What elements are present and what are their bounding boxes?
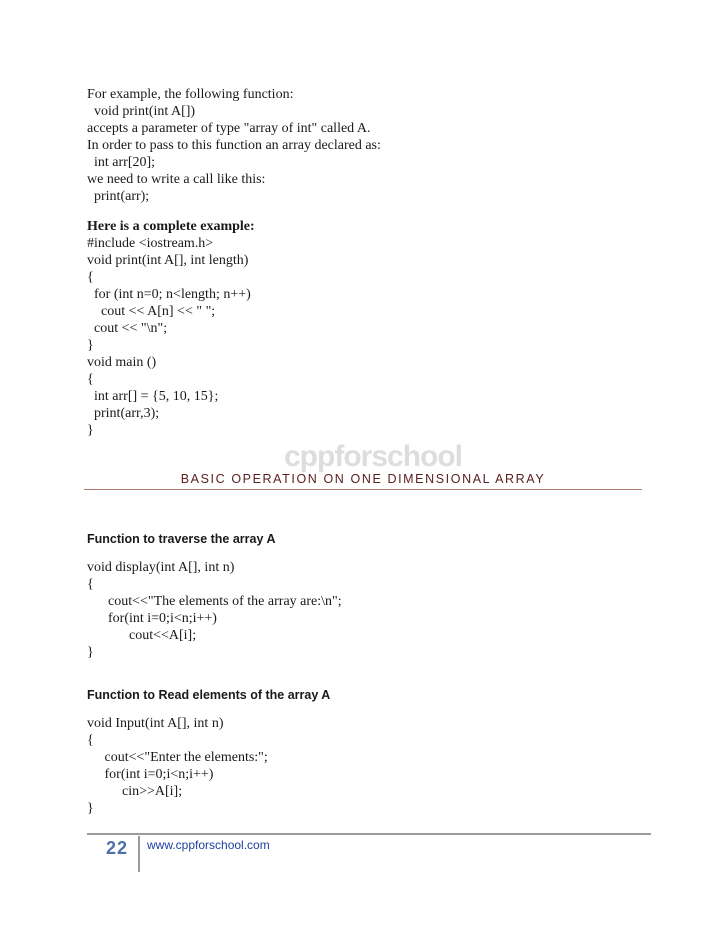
example-heading: Here is a complete example: bbox=[87, 219, 255, 234]
code-line: cout << "\n"; bbox=[87, 321, 168, 336]
code-line: void display(int A[], int n) bbox=[87, 560, 235, 575]
code-line: } bbox=[87, 338, 94, 353]
intro-line: int arr[20]; bbox=[87, 155, 156, 170]
watermark-logo: cppforschool bbox=[284, 440, 463, 473]
read-title: Function to Read elements of the array A bbox=[87, 688, 331, 702]
code-line: { bbox=[87, 270, 94, 285]
code-line: cout<<"The elements of the array are:\n"; bbox=[87, 594, 342, 609]
intro-line: For example, the following function: bbox=[87, 87, 294, 102]
page-number: 22 bbox=[106, 838, 129, 858]
code-line: int arr[] = {5, 10, 15}; bbox=[87, 389, 219, 404]
code-line: void print(int A[], int length) bbox=[87, 253, 249, 268]
code-line: cout << A[n] << " "; bbox=[87, 304, 216, 319]
code-line: } bbox=[87, 423, 94, 438]
code-line: { bbox=[87, 577, 94, 592]
traverse-title: Function to traverse the array A bbox=[87, 532, 276, 546]
intro-line: void print(int A[]) bbox=[87, 104, 196, 119]
code-line: for(int i=0;i<n;i++) bbox=[87, 767, 214, 782]
footer-divider bbox=[87, 833, 651, 835]
code-line: #include <iostream.h> bbox=[87, 236, 214, 251]
heading-divider bbox=[84, 489, 642, 490]
code-line: print(arr,3); bbox=[87, 406, 160, 421]
code-line: cout<<"Enter the elements:"; bbox=[87, 750, 268, 765]
intro-line: print(arr); bbox=[87, 189, 150, 204]
intro-line: we need to write a call like this: bbox=[87, 172, 266, 187]
footer-separator bbox=[138, 836, 140, 872]
code-line: } bbox=[87, 645, 94, 660]
section-heading: BASIC OPERATION ON ONE DIMENSIONAL ARRAY bbox=[180, 472, 546, 486]
code-line: cout<<A[i]; bbox=[87, 628, 197, 643]
code-line: void main () bbox=[87, 355, 157, 370]
code-line: { bbox=[87, 733, 94, 748]
code-line: cin>>A[i]; bbox=[87, 784, 183, 799]
intro-line: In order to pass to this function an array declared as: bbox=[87, 138, 381, 153]
code-line: for(int i=0;i<n;i++) bbox=[87, 611, 217, 626]
code-line: } bbox=[87, 801, 94, 816]
website-link[interactable]: www.cppforschool.com bbox=[147, 838, 270, 852]
intro-line: accepts a parameter of type "array of int" called A. bbox=[87, 121, 371, 136]
code-line: { bbox=[87, 372, 94, 387]
code-line: void Input(int A[], int n) bbox=[87, 716, 224, 731]
code-line: for (int n=0; n<length; n++) bbox=[87, 287, 251, 302]
